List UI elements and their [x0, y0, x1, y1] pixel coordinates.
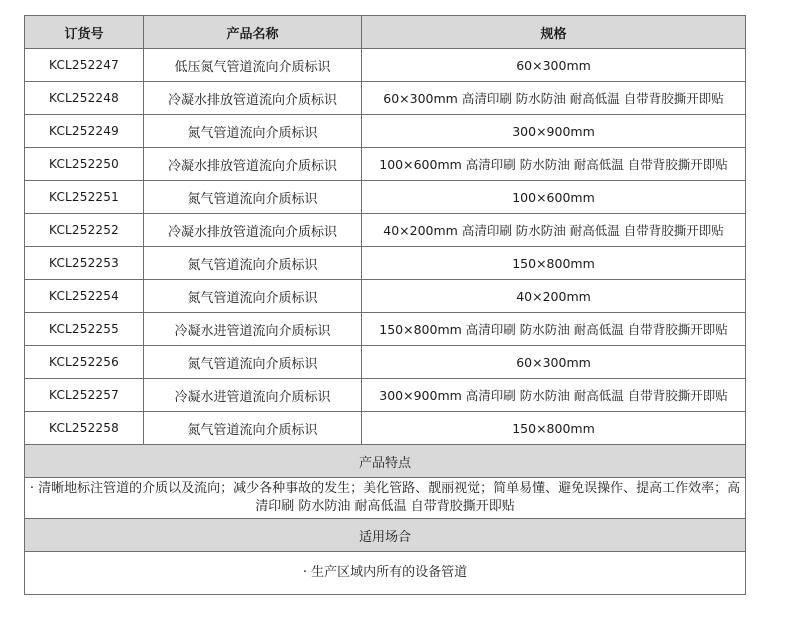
usage-title: 适用场合: [25, 519, 746, 552]
usage-body-row: [25, 552, 746, 595]
order-number-cell: KCL252250: [25, 148, 144, 181]
table-row: [25, 412, 746, 445]
specification-cell: 60×300mm: [362, 49, 746, 82]
order-number-cell: KCL252257: [25, 379, 144, 412]
product-name-cell: 氮气管道流向介质标识: [144, 412, 362, 445]
product-name-cell: 冷凝水排放管道流向介质标识: [144, 148, 362, 181]
order-number-cell: KCL252255: [25, 313, 144, 346]
product-name-cell: 冷凝水排放管道流向介质标识: [144, 82, 362, 115]
specification-cell: 60×300mm 高清印刷 防水防油 耐高低温 自带背胶撕开即贴: [362, 82, 746, 115]
product-name-cell: 氮气管道流向介质标识: [144, 247, 362, 280]
specification-cell: 150×800mm: [362, 247, 746, 280]
order-number-cell: KCL252252: [25, 214, 144, 247]
product-spec-table: [24, 15, 746, 595]
table-row: [25, 49, 746, 82]
table-row: [25, 379, 746, 412]
features-body-row: [25, 478, 746, 519]
order-number-cell: KCL252247: [25, 49, 144, 82]
specification-cell: 60×300mm: [362, 346, 746, 379]
table-row: [25, 346, 746, 379]
header-specification: 规格: [362, 16, 746, 49]
product-name-cell: 冷凝水进管道流向介质标识: [144, 313, 362, 346]
order-number-cell: KCL252249: [25, 115, 144, 148]
usage-text: · 生产区域内所有的设备管道: [25, 552, 746, 595]
table-row: [25, 181, 746, 214]
specification-cell: 40×200mm 高清印刷 防水防油 耐高低温 自带背胶撕开即贴: [362, 214, 746, 247]
table-row: [25, 148, 746, 181]
order-number-cell: KCL252256: [25, 346, 144, 379]
product-name-cell: 氮气管道流向介质标识: [144, 346, 362, 379]
table-row: [25, 115, 746, 148]
usage-header-row: [25, 519, 746, 552]
product-name-cell: 氮气管道流向介质标识: [144, 181, 362, 214]
order-number-cell: KCL252253: [25, 247, 144, 280]
product-name-cell: 氮气管道流向介质标识: [144, 280, 362, 313]
features-title: 产品特点: [25, 445, 746, 478]
product-name-cell: 氮气管道流向介质标识: [144, 115, 362, 148]
order-number-cell: KCL252251: [25, 181, 144, 214]
product-name-cell: 低压氮气管道流向介质标识: [144, 49, 362, 82]
specification-cell: 300×900mm: [362, 115, 746, 148]
header-product-name: 产品名称: [144, 16, 362, 49]
table-row: [25, 280, 746, 313]
specification-cell: 100×600mm: [362, 181, 746, 214]
table-row: [25, 82, 746, 115]
specification-cell: 300×900mm 高清印刷 防水防油 耐高低温 自带背胶撕开即贴: [362, 379, 746, 412]
specification-cell: 100×600mm 高清印刷 防水防油 耐高低温 自带背胶撕开即贴: [362, 148, 746, 181]
table-row: [25, 313, 746, 346]
product-name-cell: 冷凝水进管道流向介质标识: [144, 379, 362, 412]
order-number-cell: KCL252258: [25, 412, 144, 445]
order-number-cell: KCL252248: [25, 82, 144, 115]
order-number-cell: KCL252254: [25, 280, 144, 313]
table-row: [25, 214, 746, 247]
features-header-row: [25, 445, 746, 478]
table-row: [25, 247, 746, 280]
specification-cell: 40×200mm: [362, 280, 746, 313]
header-order-number: 订货号: [25, 16, 144, 49]
table-header-row: [25, 16, 746, 49]
features-text: · 清晰地标注管道的介质以及流向；减少各种事故的发生；美化管路、靓丽视觉；简单易懂、避免误操作、提高工作效率；高清印刷 防水防油 耐高低温 自带背胶撕开即贴: [25, 478, 746, 519]
table-body: [25, 49, 746, 445]
specification-cell: 150×800mm 高清印刷 防水防油 耐高低温 自带背胶撕开即贴: [362, 313, 746, 346]
specification-cell: 150×800mm: [362, 412, 746, 445]
product-name-cell: 冷凝水排放管道流向介质标识: [144, 214, 362, 247]
